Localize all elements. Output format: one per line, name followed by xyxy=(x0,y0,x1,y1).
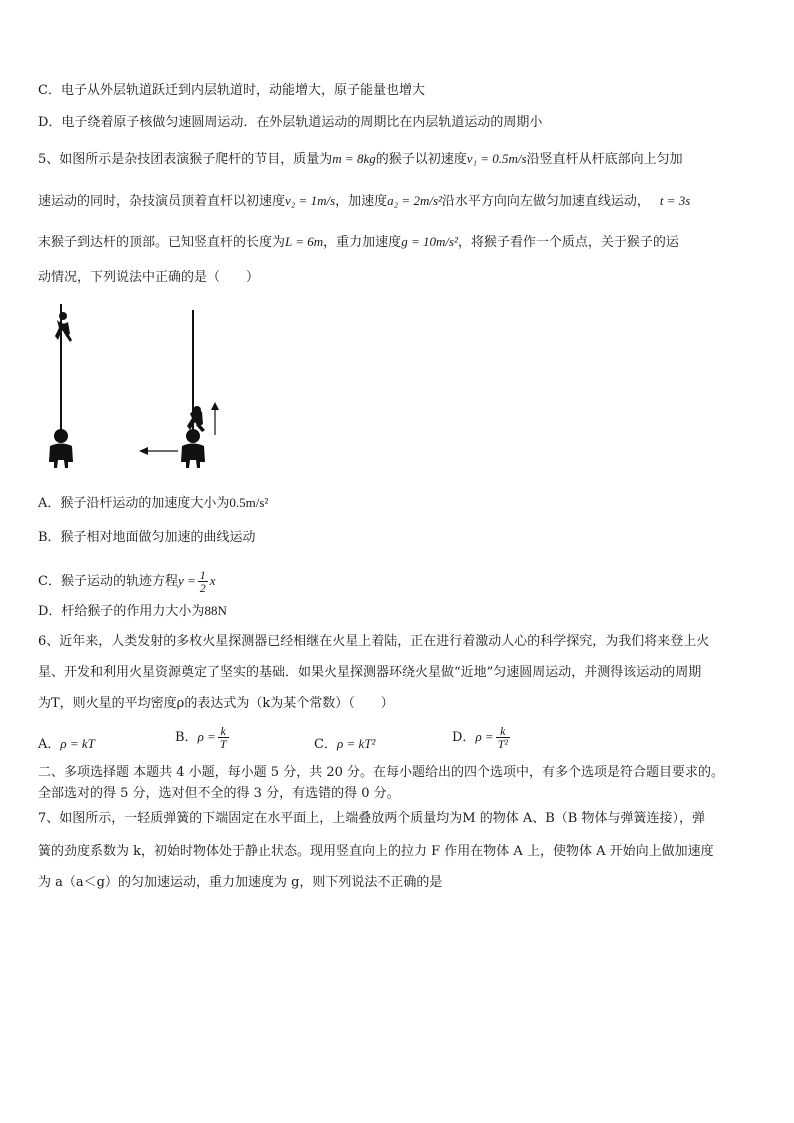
q6-stem-line-3: 为T，则火星的平均密度ρ的表达式为（k为某个常数）（ ） xyxy=(38,696,394,711)
q5-option-b: B．猴子相对地面做匀加速的曲线运动 xyxy=(38,530,256,545)
q5-stem-line-2: 速运动的同时，杂技演员顶着直杆以初速度v₂ = 1m/s，加速度a₂ = 2m/s²沿水平方向向左做匀加速直线运动， t = 3s xyxy=(38,193,691,209)
q5-option-c: C．猴子运动的轨迹方程y = $\frac{1}{2}$ x xyxy=(38,568,216,595)
left-arrow-icon xyxy=(139,447,178,455)
q6-stem-line-2: 星、开发和利用火星资源奠定了坚实的基础．如果火星探测器环绕火星做“近地”匀速圆周运动，并测得该运动的周期 xyxy=(38,665,702,680)
q5-stem-line-3: 末猴子到达杆的顶部。已知竖直杆的长度为L = 6m，重力加速度g = 10m/s²，将猴子看作一个质点，关于猴子的运 xyxy=(38,234,679,250)
q5-stem-line-4: 动情况，下列说法中正确的是（ ） xyxy=(38,270,260,285)
q7-stem-line-2: 簧的劲度系数为 k，初始时物体处于静止状态。现用竖直向上的拉力 F 作用在物体 A 上，使物体 A 开始向上做加速度 xyxy=(38,844,714,859)
q6-option-d: D．ρ = $\frac{k}{\text{T²}}$ xyxy=(452,724,508,751)
q6-option-b: B．ρ = $\frac{k}{T}$ xyxy=(175,724,227,751)
performer-icon-left xyxy=(49,429,73,468)
q6-option-a: A．ρ = kT xyxy=(38,736,95,752)
upward-arrow-icon xyxy=(211,402,219,435)
q7-stem-line-1: 7、如图所示，一轻质弹簧的下端固定在水平面上，上端叠放两个质量均为M 的物体 A、B（B 物体与弹簧连接），弹 xyxy=(38,811,705,826)
q6-option-c: C．ρ = kT² xyxy=(314,736,376,752)
q6-stem-line-1: 6、近年来，人类发射的多枚火星探测器已经相继在火星上着陆，正在进行着激动人心的科学探究，为我们将来登上火 xyxy=(38,634,710,649)
performer-icon-right xyxy=(181,429,205,468)
q5-option-a: A．猴子沿杆运动的加速度大小为0.5m/s² xyxy=(38,495,269,511)
q4-option-c: C．电子从外层轨道跃迁到内层轨道时，动能增大，原子能量也增大 xyxy=(38,83,425,98)
q5-stem-line-1: 5、如图所示是杂技团表演猴子爬杆的节目，质量为m = 8kg的猴子以初速度v₁ = 0.5m/s沿竖直杆从杆底部向上匀加 xyxy=(38,151,683,167)
q5-option-d: D．杆给猴子的作用力大小为88N xyxy=(38,603,227,619)
monkey-pole-figure xyxy=(40,300,240,475)
monkey-icon-top xyxy=(55,312,72,342)
q4-option-d: D．电子绕着原子核做匀速圆周运动．在外层轨道运动的周期比在内层轨道运动的周期小 xyxy=(38,115,543,130)
section2-heading-line-1: 二、多项选择题 本题共 4 小题，每小题 5 分，共 20 分。在每小题给出的四个选项中，有多个选项是符合题目要求的。 xyxy=(38,765,725,780)
section2-heading-line-2: 全部选对的得 5 分，选对但不全的得 3 分，有选错的得 0 分。 xyxy=(38,786,400,801)
monkey-icon-bottom xyxy=(187,406,205,432)
q7-stem-line-3: 为 a（a＜g）的匀加速运动，重力加速度为 g，则下列说法不正确的是 xyxy=(38,875,443,890)
